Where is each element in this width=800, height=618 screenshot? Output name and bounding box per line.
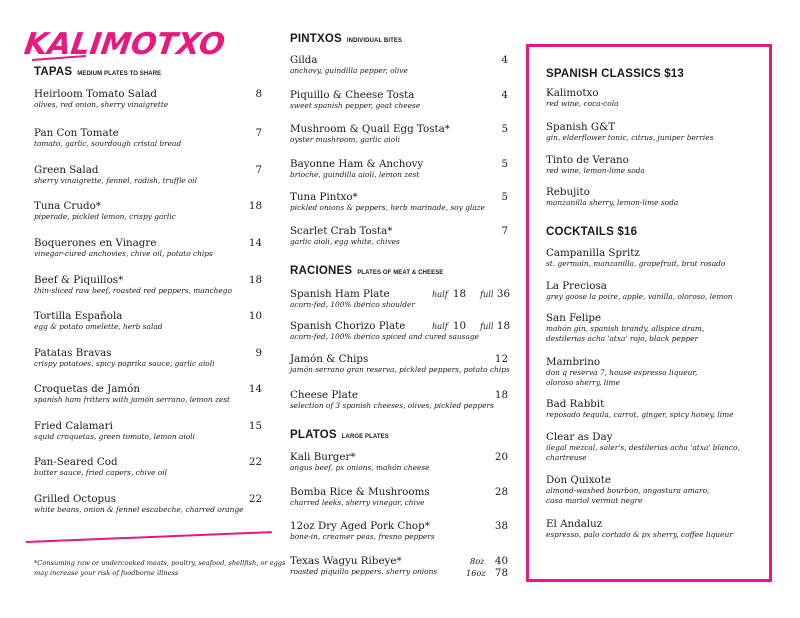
item-description: acorn-fed, 100% ibérico shoulder: [290, 300, 415, 309]
item-description: vinegar-cured anchovies, chive oil, potato chips: [34, 249, 213, 258]
item-description: bone-in, creamer peas, fresno peppers: [290, 532, 435, 541]
item-name: Don Quixote: [546, 474, 611, 486]
item-name: Campanilla Spritz: [546, 247, 640, 259]
item-description: piperade, pickled lemon, crispy garlic: [34, 212, 176, 221]
item-description: garlic aioli, egg white, chives: [290, 237, 400, 246]
half-price: 18: [452, 288, 466, 300]
item-description: squid croquetas, green tomato, lemon aioli: [34, 432, 195, 441]
raciones-heading: RACIONES PLATES OF MEAT & CHEESE: [290, 265, 444, 277]
pink-divider-line: [26, 531, 272, 543]
item-description: manzanilla sherry, lemon-lime soda: [546, 198, 679, 207]
item-name: Gilda: [290, 54, 318, 66]
item-description-line2: oloroso sherry, lime: [546, 378, 620, 387]
menu-item: [34, 164, 197, 186]
item-name: Tinto de Verano: [546, 154, 629, 166]
size-price: 40: [494, 555, 508, 567]
raciones-subheading: PLATES OF MEAT & CHEESE: [357, 270, 444, 276]
menu-item: [290, 158, 423, 180]
item-price: 7: [501, 225, 508, 237]
item-description: angus beef, px onions, mahón cheese: [290, 463, 430, 472]
menu-item: [546, 154, 645, 176]
item-description: roasted piquillo peppers, sherry onions: [290, 567, 438, 576]
item-name: Patatas Bravas: [34, 347, 112, 359]
menu-item: [34, 420, 195, 442]
item-price: 9: [255, 347, 262, 359]
item-description: red wine, coca-cola: [546, 99, 619, 108]
menu-item: [290, 520, 435, 542]
menu-item: [290, 191, 485, 213]
item-price: 18: [248, 200, 262, 212]
item-name: Kalimotxo: [546, 87, 599, 99]
item-name: La Preciosa: [546, 280, 607, 292]
item-price: 7: [255, 164, 262, 176]
item-name: Heirloom Tomato Salad: [34, 88, 158, 100]
item-name: Texas Wagyu Ribeye*: [290, 555, 402, 567]
item-description: jamón serrano gran reserva, pickled peppers, potato chips: [290, 365, 510, 374]
item-price: 15: [248, 420, 262, 432]
platos-subheading: LARGE PLATES: [341, 434, 389, 440]
item-description: white beans, onion & fennel escabeche, charred orange: [34, 505, 244, 514]
item-price: 22: [248, 493, 262, 505]
item-description: mahón gin, spanish brandy, allspice dram,: [546, 324, 705, 333]
item-name: Cheese Plate: [290, 389, 358, 401]
full-price: 36: [496, 288, 510, 300]
item-name: Rebujito: [546, 186, 590, 198]
item-name: Scarlet Crab Tosta*: [290, 225, 393, 237]
menu-item: [546, 431, 740, 463]
menu-item: [34, 310, 162, 332]
half-price: 10: [452, 320, 466, 332]
item-price: 12: [494, 353, 508, 365]
item-price: 18: [248, 274, 262, 286]
menu-item: [546, 474, 709, 506]
item-description: crispy potatoes, spicy paprika sauce, garlic aioli: [34, 359, 215, 368]
item-price: 8: [255, 88, 262, 100]
item-description: sweet spanish pepper, goat cheese: [290, 101, 421, 110]
size-price: 78: [494, 567, 508, 579]
menu-item: [34, 493, 244, 515]
item-price: 4: [501, 54, 508, 66]
cocktails-heading: COCKTAILS $16: [546, 226, 638, 238]
menu-item: [546, 518, 733, 540]
item-price: 18: [494, 389, 508, 401]
item-name: Tortilla Española: [34, 310, 123, 322]
menu-item: [546, 247, 725, 269]
item-name: Tuna Crudo*: [34, 200, 101, 212]
item-price: 5: [501, 191, 508, 203]
item-name: Pan-Seared Cod: [34, 456, 118, 468]
item-description: reposado tequila, carrot, ginger, spicy honey, lime: [546, 410, 734, 419]
item-name: Bomba Rice & Mushrooms: [290, 486, 430, 498]
item-description: selection of 3 spanish cheeses, olives, pickled peppers: [290, 401, 494, 410]
item-description: don q reserva 7, house espresso liqueur,: [546, 368, 698, 377]
item-description: almond-washed bourbon, angostura amaro,: [546, 486, 710, 495]
item-description: acorn-fed, 100% ibérico spiced and cured sausage: [290, 332, 479, 341]
menu-item: [34, 274, 232, 296]
half-label: half: [432, 321, 448, 331]
menu-item: [546, 87, 619, 109]
item-name: Tuna Pintxo*: [290, 191, 358, 203]
item-description: st. germain, manzanilla, grapefruit, brut rosado: [546, 259, 726, 268]
menu-item: [290, 451, 430, 473]
item-description: egg & potato omelette, herb salad: [34, 322, 163, 331]
item-price: 10: [248, 310, 262, 322]
item-description: charred leeks, sherry vinegar, chive: [290, 498, 425, 507]
menu-item: [34, 347, 214, 369]
menu-item: [290, 288, 415, 310]
menu-item: [290, 353, 510, 375]
item-description: ilegal mezcal, saler's, destilerias acha 'atxa' blanco,: [546, 443, 740, 452]
item-name: Bad Rabbit: [546, 398, 605, 410]
item-description-line2: casa mariol vermut negre: [546, 496, 643, 505]
item-name: San Felipe: [546, 312, 602, 324]
full-label: full: [480, 321, 494, 331]
item-description: anchovy, guindilla pepper, olive: [290, 66, 408, 75]
item-name: El Andaluz: [546, 518, 603, 530]
size-label: 16oz: [466, 568, 486, 578]
item-price: 20: [494, 451, 508, 463]
item-description-line2: chartreuse: [546, 453, 587, 462]
menu-item: [546, 312, 704, 344]
item-name: Mushroom & Quail Egg Tosta*: [290, 123, 450, 135]
item-description: thin-sliced raw beef, roasted red peppers, manchego: [34, 286, 232, 295]
menu-item: [546, 280, 733, 302]
platos-heading: PLATOS LARGE PLATES: [290, 429, 389, 441]
item-name: Croquetas de Jamón: [34, 383, 140, 395]
item-name: Grilled Octopus: [34, 493, 117, 505]
item-price: 14: [248, 237, 262, 249]
item-description: spanish ham fritters with jamón serrano, lemon zest: [34, 395, 231, 404]
item-price: 4: [501, 89, 508, 101]
item-name: Spanish Ham Plate: [290, 288, 390, 300]
item-name: Boquerones en Vinagre: [34, 237, 157, 249]
item-description: grey goose la poire, apple, vanilla, oloroso, lemon: [546, 292, 733, 301]
logo-text: KALIMOTXO: [22, 27, 227, 62]
item-name: 12oz Dry Aged Pork Chop*: [290, 520, 430, 532]
item-description: espresso, palo cortado & px sherry, coffee liqueur: [546, 530, 733, 539]
item-price: 22: [248, 456, 262, 468]
item-description: olives, red onion, sherry vinaigrette: [34, 100, 169, 109]
size-label: 8oz: [470, 556, 485, 566]
menu-item: [546, 121, 713, 143]
item-description: gin, elderflower tonic, citrus, juniper berries: [546, 133, 714, 142]
item-description: pickled onions & peppers, herb marinade, soy glaze: [290, 203, 485, 212]
menu-item: [290, 486, 430, 508]
item-name: Jamón & Chips: [290, 353, 369, 365]
item-description: sherry vinaigrette, fennel, radish, truffle oil: [34, 176, 198, 185]
kalimotxo-logo: [22, 20, 227, 64]
menu-item: [546, 186, 678, 208]
item-description: red wine, lemon-lime soda: [546, 166, 645, 175]
menu-item: [290, 225, 400, 247]
item-description: oyster mushroom, garlic aioli: [290, 135, 400, 144]
menu-item: [290, 320, 479, 342]
item-description: butter sauce, fried capers, chive oil: [34, 468, 167, 477]
foodborne-illness-note: *Consuming raw or undercooked meats, poultry, seafood, shellfish, or eggs may increase your risk of foodborne illness: [34, 559, 286, 577]
menu-item: [290, 54, 408, 76]
half-label: half: [432, 289, 448, 299]
item-name: Bayonne Ham & Anchovy: [290, 158, 424, 170]
item-description: tomato, garlic, sourdough cristal bread: [34, 139, 182, 148]
item-name: Beef & Piquillos*: [34, 274, 124, 286]
item-name: Green Salad: [34, 164, 99, 176]
item-price: 7: [255, 127, 262, 139]
item-price: 28: [494, 486, 508, 498]
menu-item: [34, 237, 213, 259]
item-name: Piquillo & Cheese Tosta: [290, 89, 415, 101]
item-name: Fried Calamari: [34, 420, 113, 432]
item-name: Mambrino: [546, 356, 601, 368]
item-name: Clear as Day: [546, 431, 613, 443]
menu-item: [546, 356, 697, 388]
menu-item: [290, 555, 437, 577]
menu-item: [34, 88, 168, 110]
tapas-subheading: MEDIUM PLATES TO SHARE: [77, 71, 162, 77]
menu-item: [34, 127, 181, 149]
pintxos-heading: PINTXOS INDIVIDUAL BITES: [290, 33, 403, 45]
item-price: 38: [494, 520, 508, 532]
item-price: 14: [248, 383, 262, 395]
menu-item: [34, 383, 230, 405]
item-name: Kali Burger*: [290, 451, 356, 463]
item-name: Pan Con Tomate: [34, 127, 119, 139]
menu-item: [34, 456, 167, 478]
pintxos-subheading: INDIVIDUAL BITES: [346, 38, 403, 44]
menu-item: [546, 398, 734, 420]
menu-item: [290, 89, 420, 111]
menu-item: [290, 123, 450, 145]
menu-item: [34, 200, 176, 222]
item-description-line2: destilerias acha 'atxa' rojo, black pepper: [546, 334, 699, 343]
full-label: full: [480, 289, 494, 299]
spanish-classics-heading: SPANISH CLASSICS $13: [546, 68, 684, 80]
item-price: 5: [501, 158, 508, 170]
item-price: 5: [501, 123, 508, 135]
menu-item: [290, 389, 494, 411]
item-description: brioche, guindilla aioli, lemon zest: [290, 170, 420, 179]
item-name: Spanish G&T: [546, 121, 616, 133]
item-name: Spanish Chorizo Plate: [290, 320, 406, 332]
tapas-heading: TAPAS MEDIUM PLATES TO SHARE: [34, 66, 162, 78]
full-price: 18: [496, 320, 510, 332]
